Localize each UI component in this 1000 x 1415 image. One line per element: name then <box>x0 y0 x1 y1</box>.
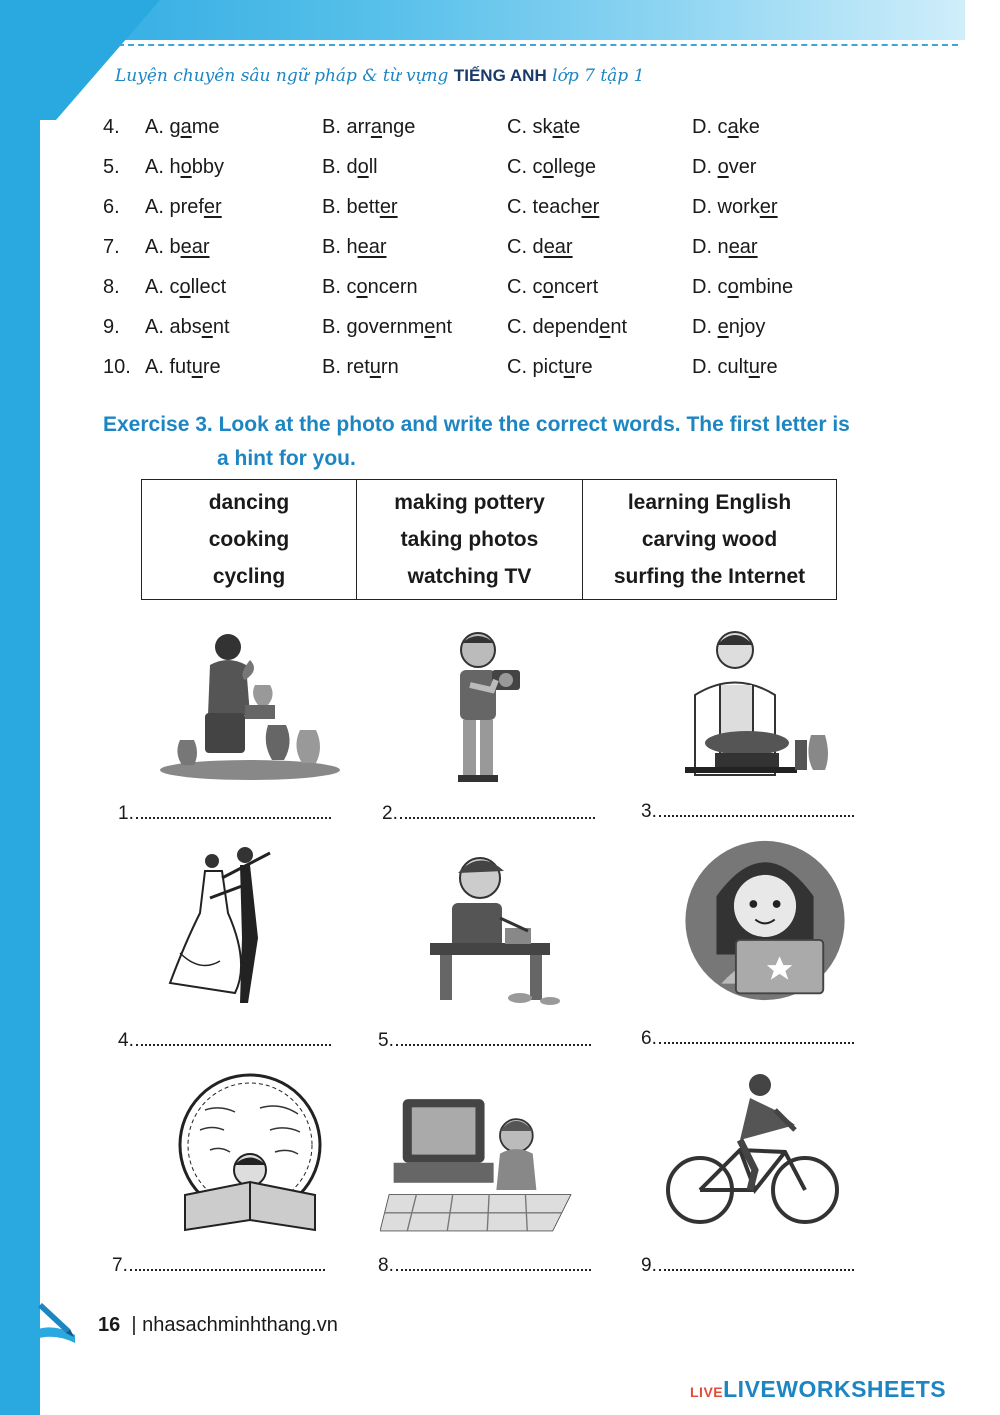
option-b[interactable] <box>322 196 398 219</box>
underlined-sound: o <box>179 276 191 298</box>
underlined-sound: o <box>357 156 369 178</box>
word-bank-column <box>142 480 357 599</box>
question-row <box>103 316 903 346</box>
option-d[interactable] <box>692 356 778 379</box>
option-text: nt <box>610 316 628 338</box>
underlined-sound: er <box>203 196 222 218</box>
option-b[interactable] <box>322 116 415 139</box>
option-text: C. teach <box>507 196 582 218</box>
option-d[interactable] <box>692 196 778 219</box>
question-row <box>103 276 903 306</box>
word-bank-item: dancing <box>208 490 290 514</box>
laptop-girl-illustration <box>665 838 865 1003</box>
underlined-sound: ear <box>357 236 387 258</box>
option-d[interactable] <box>692 156 756 179</box>
option-d[interactable] <box>692 236 758 259</box>
option-c[interactable] <box>507 156 596 179</box>
option-b[interactable] <box>322 316 452 339</box>
option-a[interactable] <box>145 276 226 299</box>
underlined-sound: a <box>552 116 564 138</box>
answer-line[interactable]: 5. <box>378 1030 591 1052</box>
option-text: D. work <box>692 196 760 218</box>
option-text: C. pict <box>507 356 564 378</box>
underlined-sound: o <box>356 276 368 298</box>
option-text: D. <box>692 316 718 338</box>
question-row <box>103 116 903 146</box>
option-text: A. c <box>145 276 180 298</box>
question-number: 8. <box>103 276 120 298</box>
question-number: 5. <box>103 156 120 178</box>
underlined-sound: ear <box>728 236 758 258</box>
option-text: B. arr <box>322 116 371 138</box>
answer-line[interactable]: 4. <box>118 1030 331 1052</box>
liveworksheets-watermark: LIVELIVEWORKSHEETS <box>690 1376 947 1402</box>
word-bank-item: surfing the Internet <box>613 564 806 588</box>
book-header: Luyện chuyên sâu ngữ pháp & từ vựng TIẾNG ANH lớp 7 tập 1 <box>115 66 645 86</box>
option-text: B. c <box>322 276 357 298</box>
option-a[interactable] <box>145 356 221 379</box>
underlined-sound: er <box>379 196 398 218</box>
word-bank-item: making pottery <box>394 490 545 514</box>
option-text: te <box>563 116 581 138</box>
cooking-man-illustration <box>675 625 875 790</box>
answer-line[interactable]: 9. <box>641 1255 854 1277</box>
question-number: 9. <box>103 316 120 338</box>
answer-line[interactable]: 1. <box>118 803 331 825</box>
option-d[interactable] <box>692 116 760 139</box>
option-a[interactable] <box>145 236 209 259</box>
word-bank-column <box>583 480 836 599</box>
underlined-sound: a <box>727 116 739 138</box>
underlined-sound: e <box>424 316 436 338</box>
answer-line[interactable]: 7. <box>112 1255 325 1277</box>
option-c[interactable] <box>507 196 599 219</box>
footer: 16 | nhasachminhthang.vn <box>98 1314 338 1336</box>
side-strip <box>0 0 40 1415</box>
word-bank-column <box>357 480 583 599</box>
option-text: ver <box>728 156 757 178</box>
wood-carving-boy-illustration <box>400 843 600 1008</box>
option-c[interactable] <box>507 116 580 139</box>
option-a[interactable] <box>145 116 220 139</box>
option-text: B. h <box>322 236 358 258</box>
option-text: llege <box>553 156 596 178</box>
question-row <box>103 156 903 186</box>
option-text: D. <box>692 156 718 178</box>
option-text: njoy <box>728 316 766 338</box>
option-text: C. c <box>507 276 543 298</box>
option-text: ll <box>368 156 378 178</box>
option-text: me <box>191 116 220 138</box>
option-text: bby <box>191 156 224 178</box>
option-text: re <box>574 356 593 378</box>
option-a[interactable] <box>145 156 224 179</box>
underlined-sound: o <box>542 156 554 178</box>
answer-line[interactable]: 2. <box>382 803 595 825</box>
header-divider <box>118 44 958 46</box>
option-text: re <box>759 356 778 378</box>
option-text: D. n <box>692 236 729 258</box>
option-text: B. bett <box>322 196 380 218</box>
underlined-sound: e <box>599 316 611 338</box>
pen-book-icon <box>30 1295 85 1350</box>
word-bank-item: learning English <box>627 490 792 514</box>
option-text: nge <box>382 116 416 138</box>
option-text: ke <box>738 116 760 138</box>
option-text: D. c <box>692 116 728 138</box>
option-text: nt <box>212 316 230 338</box>
option-text: A. abs <box>145 316 202 338</box>
option-text: nt <box>435 316 453 338</box>
option-text: C. depend <box>507 316 600 338</box>
option-text: D. cult <box>692 356 749 378</box>
option-text: C. sk <box>507 116 553 138</box>
cycling-illustration <box>655 1070 855 1235</box>
option-text: A. fut <box>145 356 192 378</box>
exercise-3-title: Exercise 3. Look at the photo and write the correct words. The first letter is a hint for you. <box>103 413 850 470</box>
answer-line[interactable]: 3. <box>641 801 854 823</box>
dancing-couple-illustration <box>150 843 350 1008</box>
underlined-sound: a <box>370 116 383 138</box>
option-b[interactable] <box>322 236 386 259</box>
underlined-sound: u <box>191 356 203 378</box>
option-text: B. ret <box>322 356 370 378</box>
option-text: B. d <box>322 156 358 178</box>
question-row <box>103 236 903 266</box>
underlined-sound: u <box>563 356 575 378</box>
option-c[interactable] <box>507 276 598 299</box>
option-c[interactable] <box>507 316 627 339</box>
question-number: 4. <box>103 116 120 138</box>
underlined-sound: er <box>759 196 778 218</box>
question-number: 6. <box>103 196 120 218</box>
question-number: 7. <box>103 236 120 258</box>
underlined-sound: a <box>180 116 192 138</box>
option-text: ncert <box>553 276 599 298</box>
option-d[interactable] <box>692 276 793 299</box>
answer-line[interactable]: 8. <box>378 1255 591 1277</box>
option-text: ncern <box>367 276 418 298</box>
reading-book-illustration <box>150 1070 350 1235</box>
underlined-sound: er <box>581 196 600 218</box>
option-text: A. g <box>145 116 181 138</box>
option-b[interactable] <box>322 356 399 379</box>
underlined-sound: u <box>748 356 760 378</box>
question-number: 10. <box>103 356 131 378</box>
option-c[interactable] <box>507 356 593 379</box>
option-text: A. h <box>145 156 181 178</box>
option-text: D. c <box>692 276 728 298</box>
option-b[interactable] <box>322 276 418 299</box>
option-text: A. pref <box>145 196 204 218</box>
underlined-sound: ear <box>543 236 573 258</box>
option-a[interactable] <box>145 196 222 219</box>
option-text: rn <box>380 356 399 378</box>
word-bank-item: watching TV <box>407 564 532 588</box>
option-text: llect <box>190 276 227 298</box>
question-row <box>103 356 903 386</box>
option-d[interactable] <box>692 316 765 339</box>
word-bank-item: carving wood <box>641 527 778 551</box>
underlined-sound: o <box>180 156 192 178</box>
word-bank <box>141 479 837 600</box>
pottery-illustration <box>150 625 350 790</box>
option-b[interactable] <box>322 156 378 179</box>
option-text: A. b <box>145 236 181 258</box>
underlined-sound: u <box>369 356 381 378</box>
option-a[interactable] <box>145 316 230 339</box>
option-text: C. c <box>507 156 543 178</box>
camera-boy-illustration <box>400 625 600 790</box>
option-text: B. governm <box>322 316 425 338</box>
answer-line[interactable]: 6. <box>641 1028 854 1050</box>
underlined-sound: o <box>542 276 554 298</box>
underlined-sound: ear <box>180 236 210 258</box>
question-row <box>103 196 903 226</box>
option-text: C. d <box>507 236 544 258</box>
option-c[interactable] <box>507 236 573 259</box>
underlined-sound: o <box>727 276 739 298</box>
option-text: mbine <box>738 276 794 298</box>
underlined-sound: o <box>717 156 729 178</box>
watching-tv-illustration <box>380 1078 580 1243</box>
word-bank-item: taking photos <box>400 527 539 551</box>
option-text: re <box>202 356 221 378</box>
word-bank-item: cooking <box>208 527 290 551</box>
underlined-sound: e <box>201 316 213 338</box>
word-bank-item: cycling <box>212 564 286 588</box>
underlined-sound: e <box>717 316 729 338</box>
